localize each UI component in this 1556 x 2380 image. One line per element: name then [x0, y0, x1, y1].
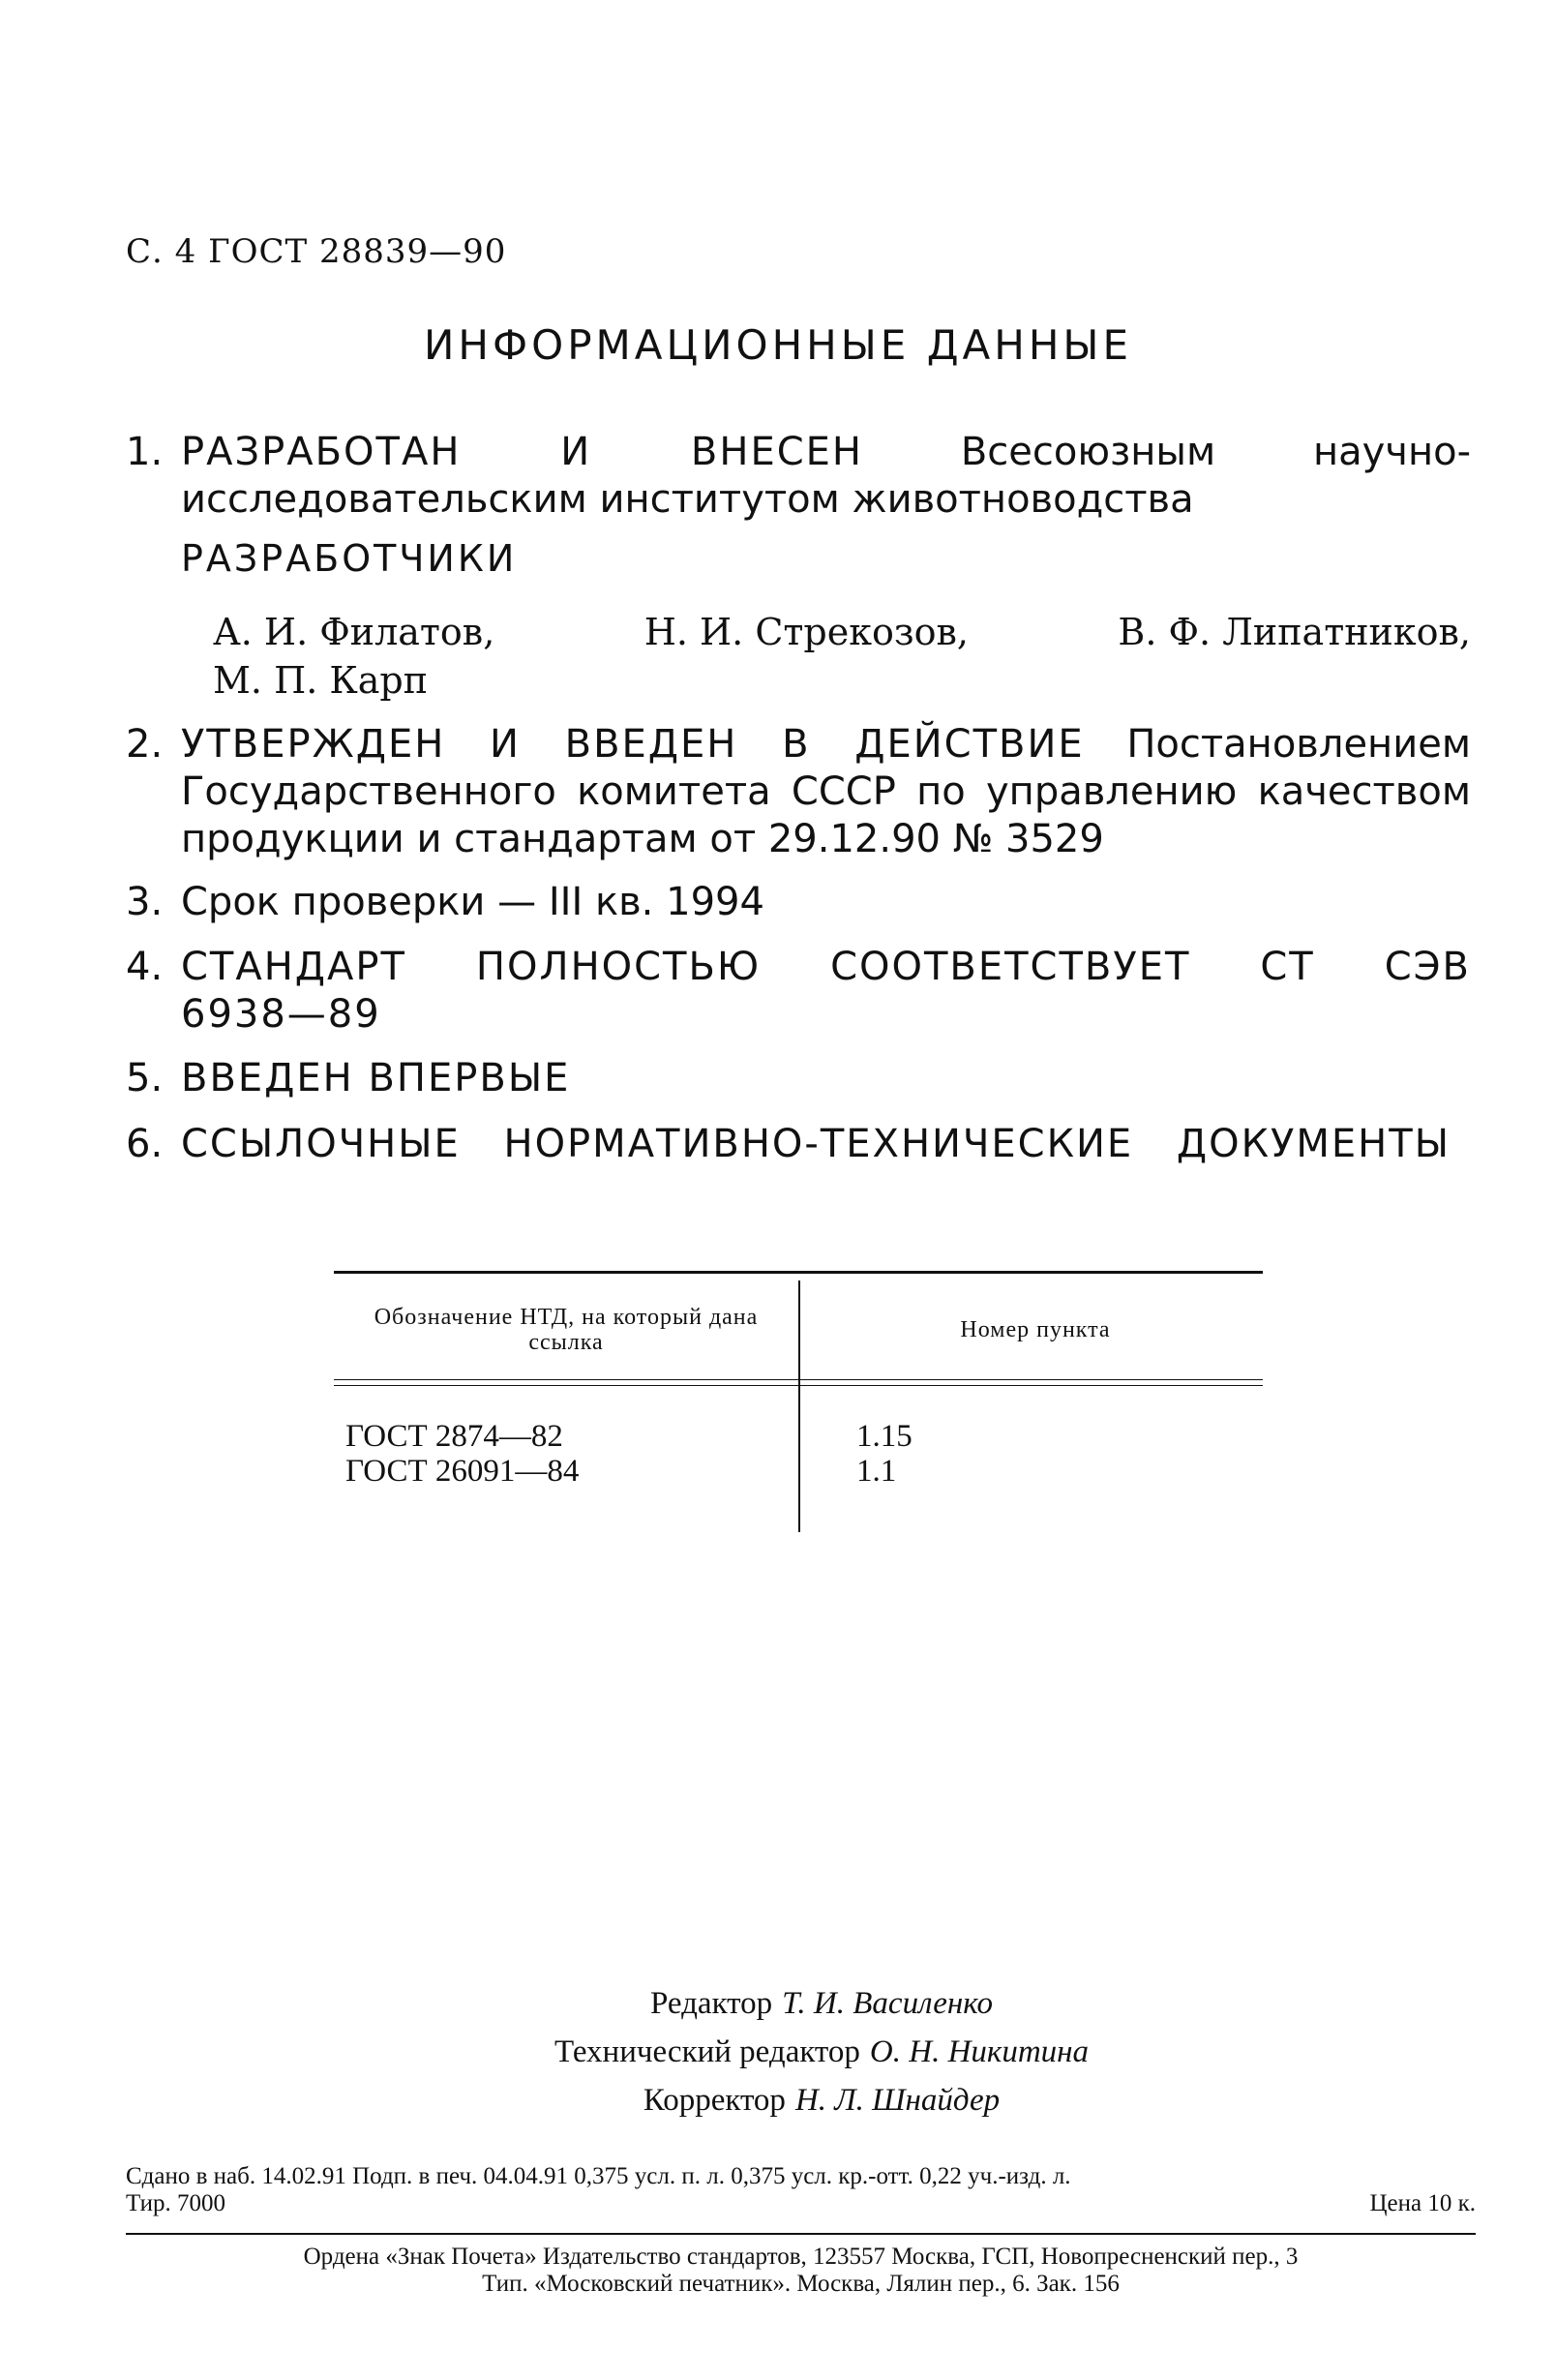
page-title: ИНФОРМАЦИОННЫЕ ДАННЫЕ [423, 321, 1132, 369]
item-text: Всесоюзным научно-исследовательским институтом животноводства [181, 430, 1471, 522]
table-column-divider [798, 1280, 800, 1532]
reference-table [334, 1271, 1263, 1537]
list-item [126, 721, 1471, 863]
credit-name: О. Н. Никитина [869, 2034, 1090, 2069]
item-body [181, 721, 1471, 863]
item-caps: РАЗРАБОТАН И ВНЕСЕН [181, 430, 864, 474]
credit-role: Технический редактор [554, 2034, 860, 2069]
item-text: Постановлением Государственного комитета СССР по управлению качеством продукции и стандартам от 29.12.90 № 3529 [181, 722, 1471, 861]
item-caps: ВВЕДЕН ВПЕРВЫЕ [181, 1056, 571, 1100]
table-header-rule [334, 1379, 1263, 1380]
item-caps: УТВЕРЖДЕН И ВВЕДЕН В ДЕЙСТВИЕ [181, 722, 1085, 767]
credit-role: Редактор [650, 1986, 773, 2021]
list-item [126, 429, 1471, 524]
print-run: Тир. 7000 [126, 2190, 226, 2216]
imprint-row [126, 2190, 1476, 2217]
page-header: С. 4 ГОСТ 28839—90 [126, 232, 507, 271]
developer-name: Н. И. Стрекозов, [643, 611, 969, 653]
credit-line [87, 2076, 1556, 2124]
item-number: 1. [126, 430, 164, 474]
table-header-clause: Номер пункта [960, 1317, 1111, 1342]
developers-heading: РАЗРАБОТЧИКИ [181, 537, 518, 580]
list-item [126, 944, 1471, 1039]
table-header-doc: Обозначение НТД, на который дана ссылка [374, 1305, 759, 1355]
price: Цена 10 к. [1369, 2190, 1476, 2216]
item-body [181, 879, 1471, 926]
footer-rule [126, 2233, 1476, 2235]
item-number: 3. [126, 880, 164, 924]
developer-name: М. П. Карп [213, 659, 429, 702]
developer-name: В. Ф. Липатников, [1118, 611, 1471, 653]
developer-name: А. И. Филатов, [213, 611, 495, 653]
footer-line: Ордена «Знак Почета» Издательство стандартов, 123557 Москва, ГСП, Новопресненский пер., 3 [303, 2244, 1299, 2270]
credit-line [87, 2028, 1556, 2076]
item-number: 2. [126, 722, 164, 767]
table-cell-clause: 1.1 [856, 1454, 897, 1489]
credit-name: Н. Л. Шнайдер [794, 2083, 1001, 2118]
list-item [126, 1055, 1471, 1102]
table-cell-clause: 1.15 [856, 1419, 913, 1454]
table-cell-doc: ГОСТ 2874—82 [345, 1419, 563, 1454]
item-text: Срок проверки — III кв. 1994 [181, 880, 764, 924]
footer-line: Тип. «Московский печатник». Москва, Лялин пер., 6. Зак. 156 [482, 2271, 1120, 2297]
item-caps: СТАНДАРТ ПОЛНОСТЬЮ СООТВЕТСТВУЕТ СТ СЭВ 6938—89 [181, 945, 1471, 1037]
item-body [181, 1121, 1471, 1168]
list-item [126, 1121, 1471, 1168]
imprint-block [126, 2163, 1476, 2217]
item-body [181, 944, 1471, 1039]
table-top-rule [334, 1271, 1263, 1274]
credit-role: Корректор [643, 2083, 786, 2118]
table-cell-doc: ГОСТ 26091—84 [345, 1454, 580, 1489]
credit-line [87, 1979, 1556, 2028]
item-number: 4. [126, 945, 164, 989]
credit-name: Т. И. Василенко [782, 1986, 993, 2021]
item-body [181, 1055, 1471, 1102]
developers-list [213, 608, 1471, 705]
item-number: 5. [126, 1056, 164, 1100]
imprint-line: Сдано в наб. 14.02.91 Подп. в печ. 04.04.91 0,375 усл. п. л. 0,375 усл. кр.-отт. 0,22 уч.-изд. л. [126, 2163, 1071, 2189]
list-item [126, 879, 1471, 926]
table-header-rule [334, 1385, 1263, 1386]
item-number: 6. [126, 1122, 164, 1166]
publisher-footer [126, 2244, 1476, 2298]
credits-block [0, 1979, 1556, 2124]
item-body [181, 429, 1471, 524]
item-caps: ССЫЛОЧНЫЕ НОРМАТИВНО-ТЕХНИЧЕСКИЕ ДОКУМЕНТЫ [181, 1122, 1451, 1166]
